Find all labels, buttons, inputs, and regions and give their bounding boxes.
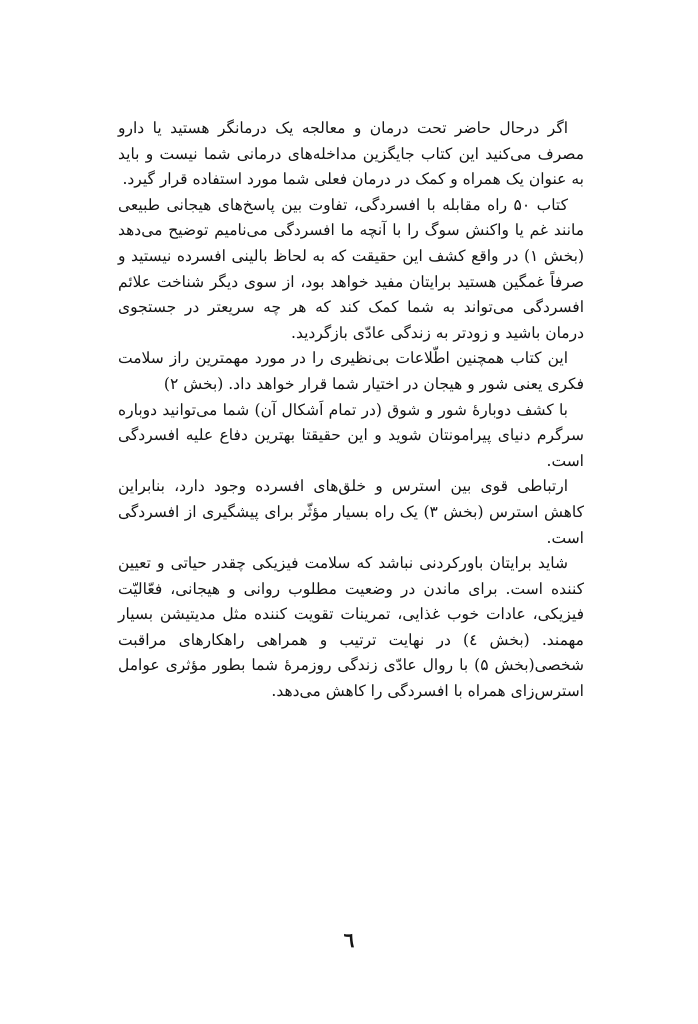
- body-text: [118, 116, 584, 705]
- paragraph-section-2: این کتاب همچنین اطّلاعات بی‌نظیری را در مورد مهمترین راز سلامت فکری یعنی شور و هیجان در اختیار شما قرار خواهد داد. (بخش ۲): [118, 349, 584, 393]
- paragraph-section-1: کتاب ۵۰ راه مقابله با افسردگی، تفاوت بین پاسخ‌های هیجانی طبیعی مانند غم یا واکنش سوگ را با آنچه ما افسردگی می‌نامیم توضیح می‌دهد (بخش ۱) در واقع کشف این حقیقت که به لحاظ بالینی افسرده نیستید و صرفاً غمگین هستید برایتان مفید خواهد بود، از سوی دیگر شناخت علائم افسردگی می‌تواند به شما کمک کند که هر چه سریعتر در جستجوی درمان باشید و زودتر به زندگی عادّی بازگردید.: [118, 195, 584, 342]
- paragraph-therapy-note: اگر درحال حاضر تحت درمان و معالجه یک درمانگر هستید یا دارو مصرف می‌کنید این کتاب جایگزین مداخله‌های درمانی شما نیست و باید به عنوان یک همراه و کمک در درمان فعلی شما مورد استفاده قرار گیرد.: [118, 119, 584, 189]
- paragraph-enthusiasm: با کشف دوبارهٔ شور و شوق (در تمام اَشکال آن) شما می‌توانید دوباره سرگرم دنیای پیرامونتان شوید و این حقیقتا بهترین دفاع علیه افسردگی است.: [118, 400, 584, 470]
- paragraph-sections-4-5: شاید برایتان باورکردنی نباشد که سلامت فیزیکی چقدر حیاتی و تعیین کننده است. برای ماندن در وضعیت مطلوب روانی و هیجانی، فعّالیّت فیزیکی، عادات خوب غذایی، تمرینات تقویت کننده مثل مدیتیشن بسیار مهمند. (بخش ٤) در نهایت ترتیب و همراهی راهکارهای مراقبت شخصی(بخش ۵) با روال عادّی زندگی روزمرهٔ شما بطور مؤثری عوامل استرس‌زای همراه با افسردگی را کاهش می‌دهد.: [118, 554, 584, 701]
- page-number: ٦: [343, 928, 355, 952]
- paragraph-section-3: ارتباطی قوی بین استرس و خلق‌های افسرده وجود دارد، بنابراین کاهش استرس (بخش ۳) یک راه بسیار مؤثّر برای پیشگیری از افسردگی است.: [118, 477, 585, 547]
